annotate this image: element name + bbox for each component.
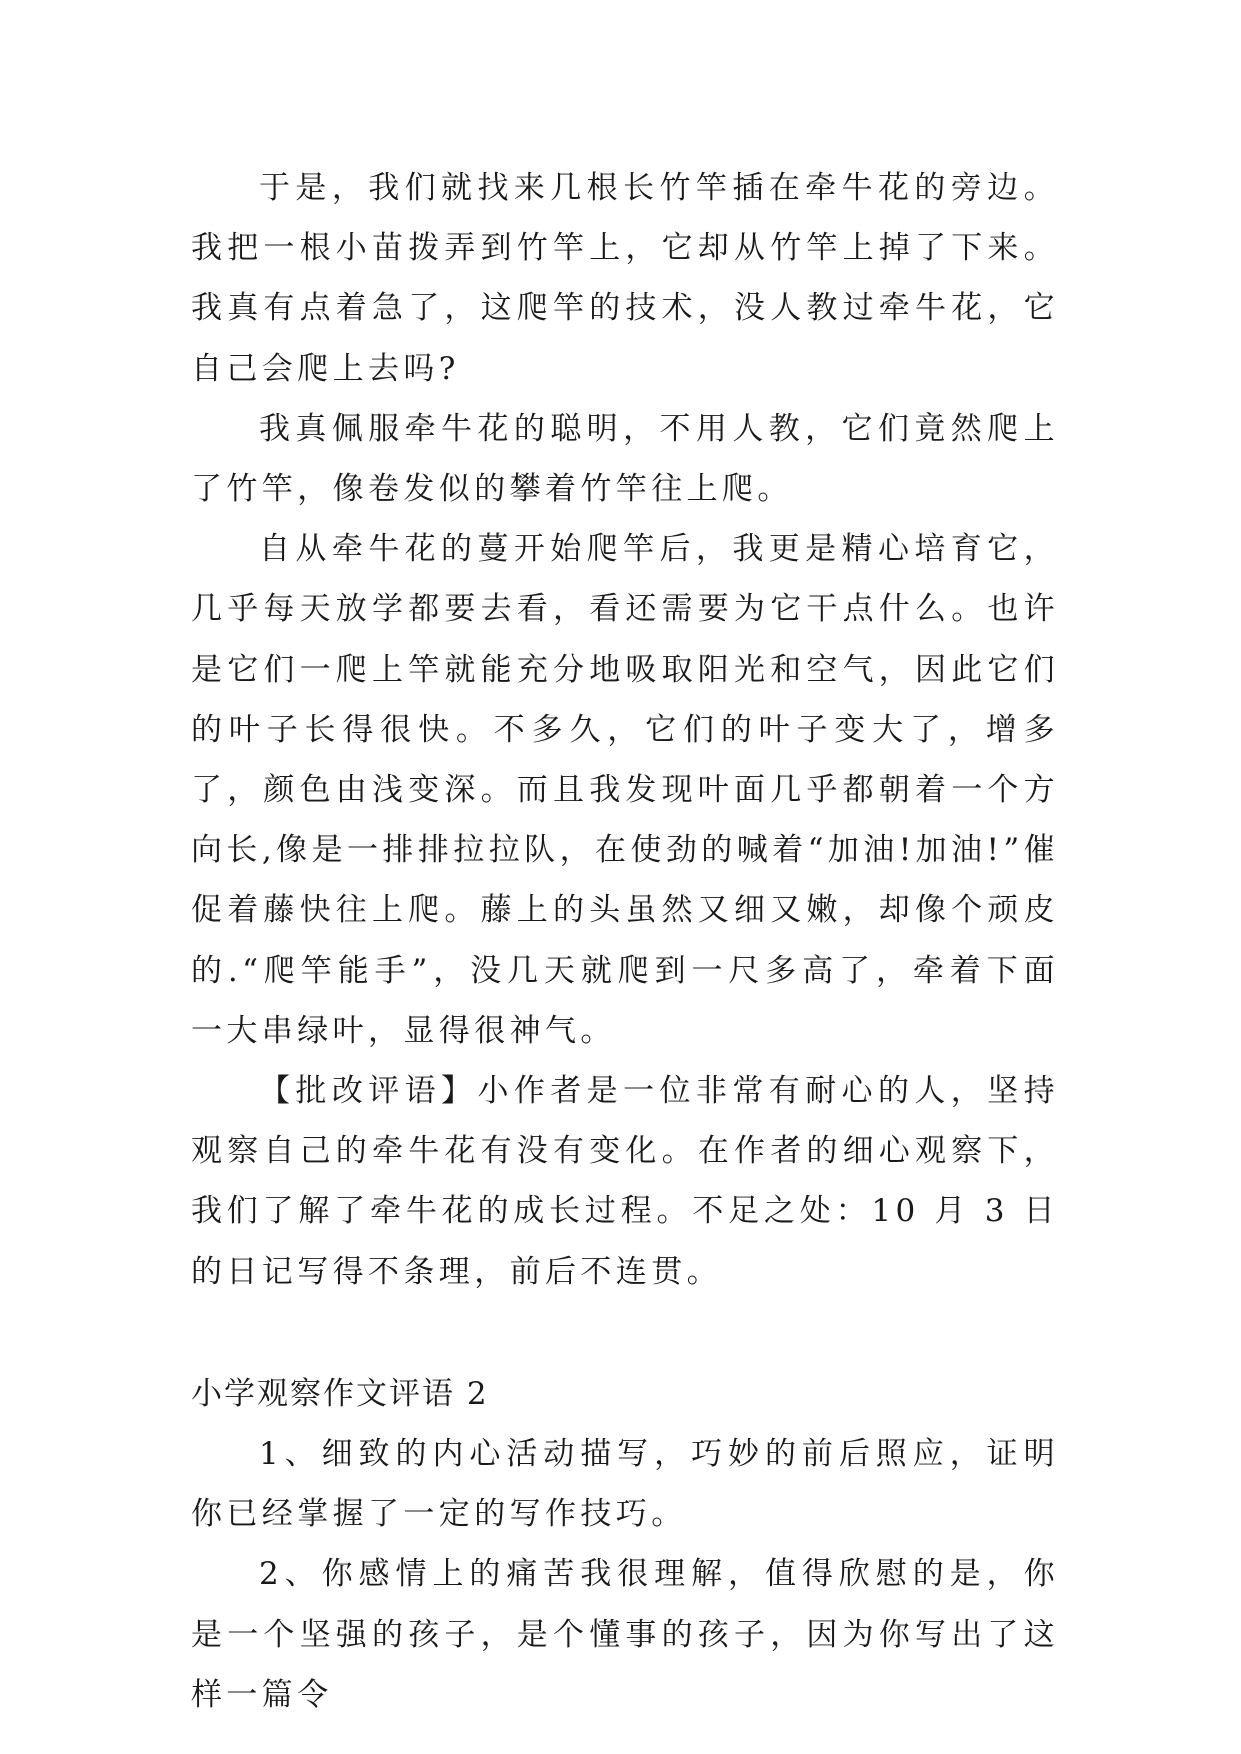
document-page: [191, 158, 1059, 1725]
paragraph-admire-cleverness: 我真佩服牵牛花的聪明，不用人教，它们竟然爬上了竹竿，像卷发似的攀着竹竿往上爬。: [191, 410, 1059, 508]
paragraph-teacher-comment: 【批改评语】小作者是一位非常有耐心的人，坚持观察自己的牵牛花有没有变化。在作者的细心观察下，我们了解了牵牛花的成长过程。不足之处：10 月 3 日的日记写得不条理，前后不连贯。: [191, 1073, 1059, 1290]
paragraph-bamboo-poles: 于是，我们就找来几根长竹竿插在牵牛花的旁边。我把一根小苗拨弄到竹竿上，它却从竹竿上掉了下来。我真有点着急了，这爬竿的技术，没人教过牵牛花，它自己会爬上去吗?: [191, 170, 1059, 387]
paragraph-climbing-growth: 自从牵牛花的蔓开始爬竿后，我更是精心培育它，几乎每天放学都要去看，看还需要为它干点什么。也许是它们一爬上竿就能充分地吸取阳光和空气，因此它们的叶子长得很快。不多久，它们的叶子变大了，增多了，颜色由浅变深。而且我发现叶面几乎都朝着一个方向长,像是一排排拉拉队，在使劲的喊着“加油!加油!”催促着藤快往上爬。藤上的头虽然又细又嫩，却像个顽皮的.“爬竿能手”，没几天就爬到一尺多高了，牵着下面一大串绿叶，显得很神气。: [191, 531, 1059, 1049]
section-heading: 小学观察作文评语 2: [191, 1375, 489, 1412]
comment-item-2: 2、你感情上的痛苦我很理解，值得欣慰的是，你是一个坚强的孩子，是个懂事的孩子，因为你写出了这样一篇令: [191, 1556, 1059, 1713]
comment-item-1: 1、细致的内心活动描写，巧妙的前后照应，证明你已经掌握了一定的写作技巧。: [191, 1436, 1059, 1533]
